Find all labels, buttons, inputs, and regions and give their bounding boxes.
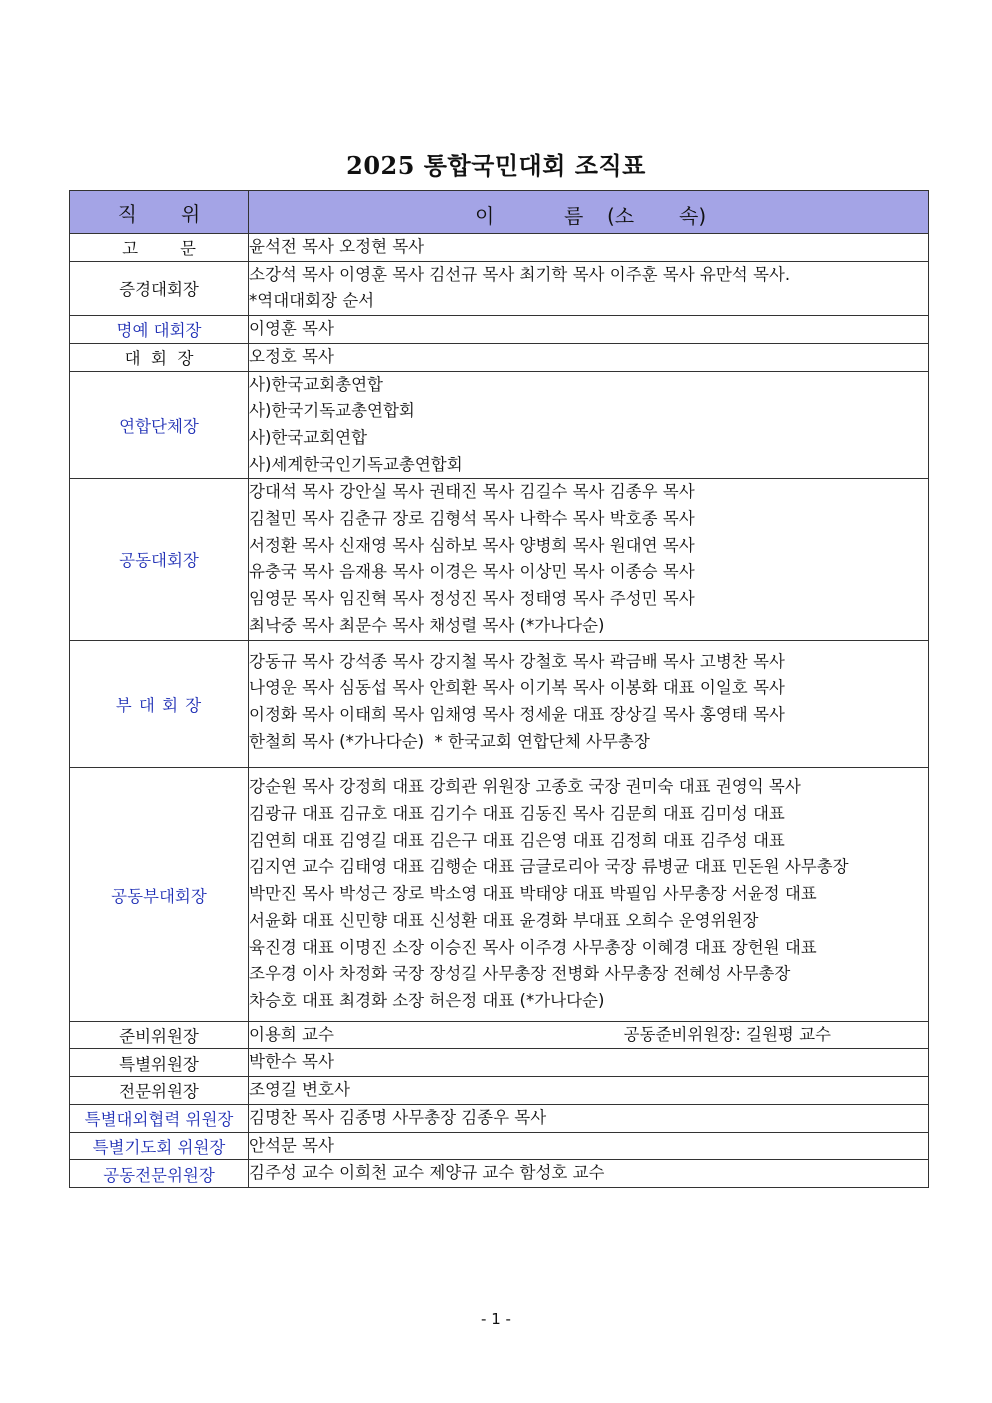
- names-line: 나영운 목사 심동섭 목사 안희환 목사 이기복 목사 이봉화 대표 이일호 목사: [249, 678, 785, 698]
- table-row: [70, 1077, 929, 1105]
- position-label: 증경대회장: [119, 280, 199, 300]
- names-line: 차승호 대표 최경화 소장 허은정 대표 (*가나다순): [249, 990, 605, 1010]
- position-cell: [70, 1049, 249, 1077]
- table-row: [70, 316, 929, 344]
- names-cell: [249, 261, 929, 315]
- position-label: 전문위원장: [119, 1082, 199, 1102]
- names-line: 윤석전 목사 오정현 목사: [249, 237, 425, 256]
- header-name-part: 속): [679, 204, 707, 228]
- position-label: 공동전문위원장: [103, 1165, 215, 1185]
- co-preparation-chair: 공동준비위원장: 길원평 교수: [623, 1024, 831, 1044]
- names-cell: [249, 1132, 929, 1160]
- names-cell: [249, 343, 929, 371]
- names-cell: [249, 768, 929, 1021]
- names-line: 김지연 교수 김태영 대표 김행순 대표 금글로리아 국장 류병균 대표 민돈원 사무총장: [249, 857, 849, 877]
- position-cell: [70, 1132, 249, 1160]
- names-line: 이영훈 목사: [249, 319, 334, 339]
- position-label: 특별대외협력 위원장: [84, 1110, 234, 1130]
- names-line: *역대대회장 순서: [249, 291, 375, 311]
- position-cell: [70, 1077, 249, 1105]
- table-row: [70, 261, 929, 315]
- names-cell: [249, 640, 929, 768]
- names-line: 유충국 목사 음재용 목사 이경은 목사 이상민 목사 이종승 목사: [249, 562, 695, 582]
- names-line: 서윤화 대표 신민향 대표 신성환 대표 윤경화 부대표 오희수 운영위원장: [249, 910, 759, 930]
- names-line: 김철민 목사 김춘규 장로 김형석 목사 나학수 목사 박호종 목사: [249, 509, 695, 529]
- position-cell: [70, 1160, 249, 1188]
- preparation-chair-name: 이용희 교수: [249, 1024, 334, 1044]
- names-line: 안석문 목사: [249, 1135, 334, 1155]
- table-row: [70, 479, 929, 640]
- header-name: [249, 191, 929, 234]
- position-cell: [70, 234, 249, 262]
- header-name-part: 름: [564, 204, 584, 228]
- names-line: 박한수 목사: [249, 1052, 334, 1072]
- position-label: 공동부대회장: [111, 886, 207, 906]
- position-label: 대 회 장: [124, 349, 194, 369]
- position-cell: [70, 1104, 249, 1132]
- table-row: [70, 371, 929, 479]
- names-line: 김주성 교수 이희천 교수 제양규 교수 함성호 교수: [249, 1163, 605, 1183]
- names-line: 조우경 이사 차정화 국장 장성길 사무총장 전병화 사무총장 전혜성 사무총장: [249, 964, 791, 984]
- names-line: [249, 1022, 831, 1049]
- table-row: [70, 343, 929, 371]
- table-row: [70, 1132, 929, 1160]
- position-label: 특별위원장: [119, 1054, 199, 1074]
- position-cell: [70, 640, 249, 768]
- names-line: 박만진 목사 박성근 장로 박소영 대표 박태양 대표 박필임 사무총장 서윤정 대표: [249, 884, 817, 904]
- names-line: 이정화 목사 이태희 목사 임채영 목사 정세윤 대표 장상길 목사 홍영태 목사: [249, 704, 785, 724]
- names-cell: [249, 1077, 929, 1105]
- names-line: 조영길 변호사: [249, 1080, 350, 1100]
- table-row: [70, 1049, 929, 1077]
- position-label: 명예 대회장: [116, 321, 202, 341]
- header-position-char: 직: [117, 201, 137, 226]
- names-line: 사)한국교회연합: [249, 427, 368, 447]
- position-cell: [70, 1021, 249, 1049]
- document-title: 2025 통합국민대회 조직표: [346, 151, 646, 180]
- table-row: [70, 234, 929, 262]
- organization-table: [69, 190, 929, 1188]
- table-row: [70, 640, 929, 768]
- names-cell: [249, 1104, 929, 1132]
- page-number: - 1 -: [481, 1310, 511, 1328]
- position-label: 특별기도회 위원장: [92, 1137, 226, 1157]
- names-line: 사)세계한국인기독교총연합회: [249, 454, 463, 474]
- table-row: [70, 768, 929, 1021]
- names-cell: [249, 479, 929, 640]
- position-cell: [70, 343, 249, 371]
- names-cell: [249, 316, 929, 344]
- names-line: 김광규 대표 김규호 대표 김기수 대표 김동진 목사 김문희 대표 김미성 대표: [249, 804, 785, 824]
- names-line: 사)한국기독교총연합회: [249, 401, 415, 421]
- position-cell: [70, 371, 249, 479]
- table-header-row: [70, 191, 929, 234]
- position-cell: [70, 479, 249, 640]
- names-cell: [249, 1049, 929, 1077]
- position-label: 준비위원장: [119, 1027, 199, 1047]
- names-line: 소강석 목사 이영훈 목사 김선규 목사 최기학 목사 이주훈 목사 유만석 목사.: [249, 264, 791, 284]
- header-name-part: 이: [475, 204, 495, 228]
- header-name-part: (소: [607, 204, 635, 228]
- names-line: 김명찬 목사 김종명 사무총장 김종우 목사: [249, 1107, 547, 1127]
- header-position-char: 위: [181, 201, 201, 226]
- table-row: [70, 1160, 929, 1188]
- names-line: 오정호 목사: [249, 346, 334, 366]
- names-line: 강순원 목사 강정희 대표 강희관 위원장 고종호 국장 권미숙 대표 권영익 목사: [249, 777, 801, 797]
- names-line: 김연희 대표 김영길 대표 김은구 대표 김은영 대표 김정희 대표 김주성 대표: [249, 830, 785, 850]
- position-cell: [70, 768, 249, 1021]
- names-cell: [249, 1160, 929, 1188]
- table-row: [70, 1104, 929, 1132]
- position-label: 연합단체장: [119, 416, 199, 436]
- names-line: 강대석 목사 강안실 목사 권태진 목사 김길수 목사 김종우 목사: [249, 482, 695, 502]
- names-line: 임영문 목사 임진혁 목사 정성진 목사 정태영 목사 주성민 목사: [249, 589, 695, 609]
- names-line: 강동규 목사 강석종 목사 강지철 목사 강철호 목사 곽금배 목사 고병찬 목사: [249, 651, 785, 671]
- position-cell: [70, 261, 249, 315]
- table-row: [70, 1021, 929, 1049]
- names-line: 서정환 목사 신재영 목사 심하보 목사 양병희 목사 원대연 목사: [249, 535, 695, 555]
- names-line: 육진경 대표 이명진 소장 이승진 목사 이주경 사무총장 이혜경 대표 장헌원 대표: [249, 937, 817, 957]
- position-label: 고 문: [122, 239, 196, 259]
- names-cell: [249, 371, 929, 479]
- names-cell: [249, 234, 929, 262]
- names-line: 사)한국교회총연합: [249, 374, 383, 394]
- names-line: 최낙중 목사 최문수 목사 채성렬 목사 (*가나다순): [249, 615, 605, 635]
- position-label: 부 대 회 장: [115, 695, 203, 715]
- position-cell: [70, 316, 249, 344]
- header-position: [70, 191, 249, 234]
- position-label: 공동대회장: [119, 551, 199, 571]
- names-line: 한철희 목사 (*가나다순) * 한국교회 연합단체 사무총장: [249, 731, 650, 751]
- names-cell: [249, 1021, 929, 1049]
